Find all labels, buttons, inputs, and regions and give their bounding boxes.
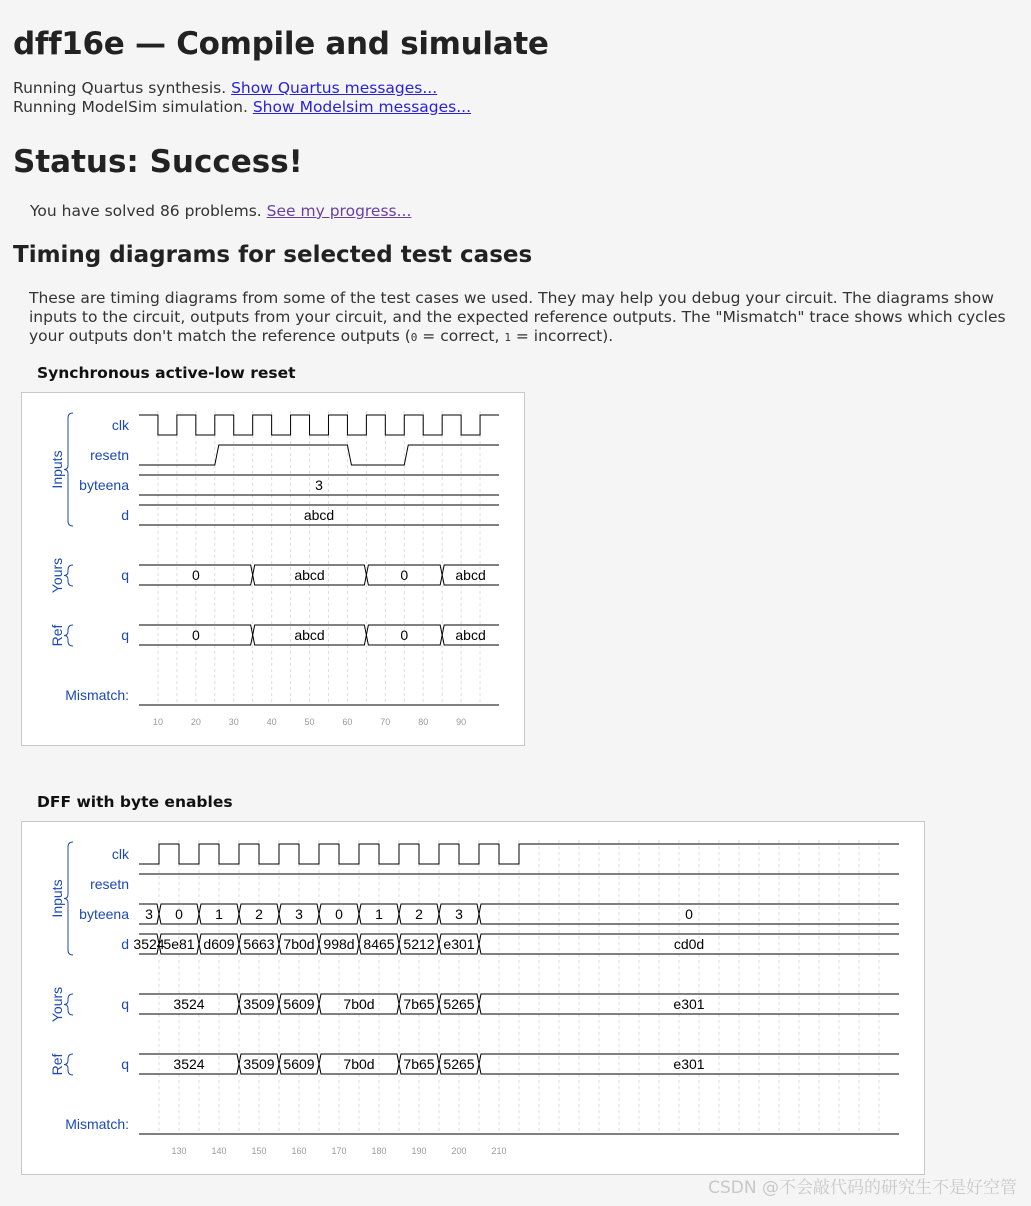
byteena-bus-value: 3	[145, 906, 153, 922]
yours-q-bus-value: 3524	[173, 996, 205, 1012]
time-tick-label: 130	[171, 1146, 187, 1156]
time-tick-label: 200	[451, 1146, 467, 1156]
d-bus-value: 7b0d	[283, 936, 315, 952]
time-tick-label: 30	[228, 717, 239, 727]
see-progress-link[interactable]: See my progress...	[266, 202, 412, 220]
signal-label-clk: clk	[111, 846, 129, 862]
modelsim-line	[13, 98, 471, 116]
byteena-bus-value: 0	[685, 906, 693, 922]
d-bus-value: 5e81	[163, 936, 195, 952]
byteena-bus-value: 3	[295, 906, 303, 922]
time-tick-label: 60	[342, 717, 353, 727]
signal-label-d: d	[121, 936, 129, 952]
signal-label-d: d	[121, 507, 129, 523]
inputs-group-label: Inputs	[49, 450, 65, 489]
ref-group-label: Ref	[49, 1053, 65, 1076]
byteena-bus-value: 1	[215, 906, 223, 922]
show-quartus-messages-link[interactable]: Show Quartus messages...	[231, 79, 438, 97]
ref-q-bus-value: e301	[673, 1056, 705, 1072]
code-one: 1	[504, 331, 511, 344]
timing-diagram-byte-enables	[21, 821, 925, 1175]
time-tick-label: 90	[456, 717, 467, 727]
inputs-group-bracket	[64, 413, 73, 526]
signal-label-ref-q: q	[121, 627, 129, 643]
d-bus-value: 3524	[133, 936, 165, 952]
time-tick-label: 160	[291, 1146, 307, 1156]
yours-q-bus-value: 3509	[243, 996, 275, 1012]
d-bus-value: 8465	[363, 936, 395, 952]
yours-q-bus-value: e301	[673, 996, 705, 1012]
time-tick-label: 80	[418, 717, 429, 727]
d-bus-value: 998d	[323, 936, 355, 952]
ref-q-bus-value: 5265	[443, 1056, 475, 1072]
clk-waveform	[139, 844, 899, 864]
timing-description	[29, 289, 1024, 347]
modelsim-status: Running ModelSim simulation.	[13, 98, 248, 116]
description-text: These are timing diagrams from some of the test cases we used. They may help you debug your circuit. The diagrams show inputs to the circuit, outputs from your circuit, and the expected reference outputs. The "Mismatch" trace shows which cycles your outputs don't match the reference outputs (	[29, 289, 1006, 345]
d-bus-value: d609	[203, 936, 235, 952]
time-tick-label: 190	[411, 1146, 427, 1156]
yours-group-label: Yours	[49, 557, 65, 594]
show-modelsim-messages-link[interactable]: Show Modelsim messages...	[252, 98, 472, 116]
yours-q-bus-value: abcd	[455, 567, 486, 583]
byteena-bus-value: 0	[335, 906, 343, 922]
signal-label-yours-q: q	[121, 996, 129, 1012]
yours-q-bus-value: 5265	[443, 996, 475, 1012]
description-text-2: = correct,	[417, 327, 505, 345]
inputs-group-label: Inputs	[49, 879, 65, 918]
byteena-bus-value: 3	[455, 906, 463, 922]
inputs-group-bracket	[64, 842, 73, 955]
time-tick-label: 170	[331, 1146, 347, 1156]
byteena-bus-value: 1	[375, 906, 383, 922]
signal-label-mismatch: Mismatch:	[65, 687, 129, 703]
description-text-3: = incorrect).	[510, 327, 614, 345]
code-zero: 0	[410, 331, 418, 344]
ref-group-label: Ref	[49, 624, 65, 647]
ref-q-bus-value: 0	[400, 627, 409, 643]
signal-label-mismatch: Mismatch:	[65, 1116, 129, 1132]
quartus-line	[13, 79, 437, 97]
page-title: dff16e — Compile and simulate	[13, 26, 549, 62]
time-tick-label: 20	[190, 717, 201, 727]
watermark: CSDN @不会敲代码的研究生不是好空管	[708, 1178, 1017, 1198]
ref-group-bracket	[64, 625, 73, 646]
yours-q-bus-value: 0	[400, 567, 409, 583]
signal-label-ref-q: q	[121, 1056, 129, 1072]
d-bus-value: 5663	[243, 936, 275, 952]
byteena-bus-value: 2	[255, 906, 263, 922]
yours-group-bracket	[64, 994, 73, 1015]
d-bus-value: 5212	[403, 936, 435, 952]
signal-label-resetn: resetn	[90, 876, 129, 892]
ref-q-bus-value: abcd	[294, 627, 325, 643]
d-bus-value: e301	[443, 936, 475, 952]
clk-waveform	[139, 415, 499, 435]
progress-line	[30, 202, 411, 220]
yours-q-bus-value: abcd	[294, 567, 325, 583]
time-tick-label: 150	[251, 1146, 267, 1156]
byteena-bus-value: 2	[415, 906, 423, 922]
time-tick-label: 40	[266, 717, 277, 727]
yours-q-bus-value: 5609	[283, 996, 315, 1012]
ref-q-bus-value: 3509	[243, 1056, 275, 1072]
d-bus-value: cd0d	[673, 936, 705, 952]
yours-q-bus-value: 0	[191, 567, 200, 583]
signal-label-byteena: byteena	[79, 477, 129, 493]
solved-count-text: You have solved 86 problems.	[30, 202, 262, 220]
time-tick-label: 140	[211, 1146, 227, 1156]
ref-q-bus-value: 7b0d	[343, 1056, 375, 1072]
d-bus-value: abcd	[303, 507, 335, 523]
time-tick-label: 210	[491, 1146, 507, 1156]
ref-q-bus-value: 0	[191, 627, 200, 643]
time-tick-label: 180	[371, 1146, 387, 1156]
timing-heading: Timing diagrams for selected test cases	[13, 242, 533, 268]
resetn-waveform	[139, 445, 499, 465]
byteena-bus-value: 0	[175, 906, 183, 922]
yours-q-bus-value: 7b65	[403, 996, 435, 1012]
time-tick-label: 70	[380, 717, 391, 727]
ref-q-bus-value: 3524	[173, 1056, 205, 1072]
status-heading: Status: Success!	[13, 144, 303, 180]
case-title-reset: Synchronous active-low reset	[37, 364, 296, 382]
quartus-status: Running Quartus synthesis.	[13, 79, 227, 97]
timing-diagram-reset	[21, 392, 525, 746]
yours-q-bus-value: 7b0d	[343, 996, 375, 1012]
yours-group-label: Yours	[49, 986, 65, 1023]
signal-label-yours-q: q	[121, 567, 129, 583]
ref-q-bus-value: 5609	[283, 1056, 315, 1072]
time-tick-label: 50	[304, 717, 315, 727]
signal-label-clk: clk	[111, 417, 129, 433]
signal-label-resetn: resetn	[90, 447, 129, 463]
ref-q-bus-value: abcd	[455, 627, 486, 643]
ref-q-bus-value: 7b65	[403, 1056, 435, 1072]
yours-group-bracket	[64, 565, 73, 586]
case-title-byte-enables: DFF with byte enables	[37, 793, 233, 811]
signal-label-byteena: byteena	[79, 906, 129, 922]
ref-group-bracket	[64, 1054, 73, 1075]
byteena-bus-value: 3	[315, 477, 323, 493]
time-tick-label: 10	[152, 717, 163, 727]
